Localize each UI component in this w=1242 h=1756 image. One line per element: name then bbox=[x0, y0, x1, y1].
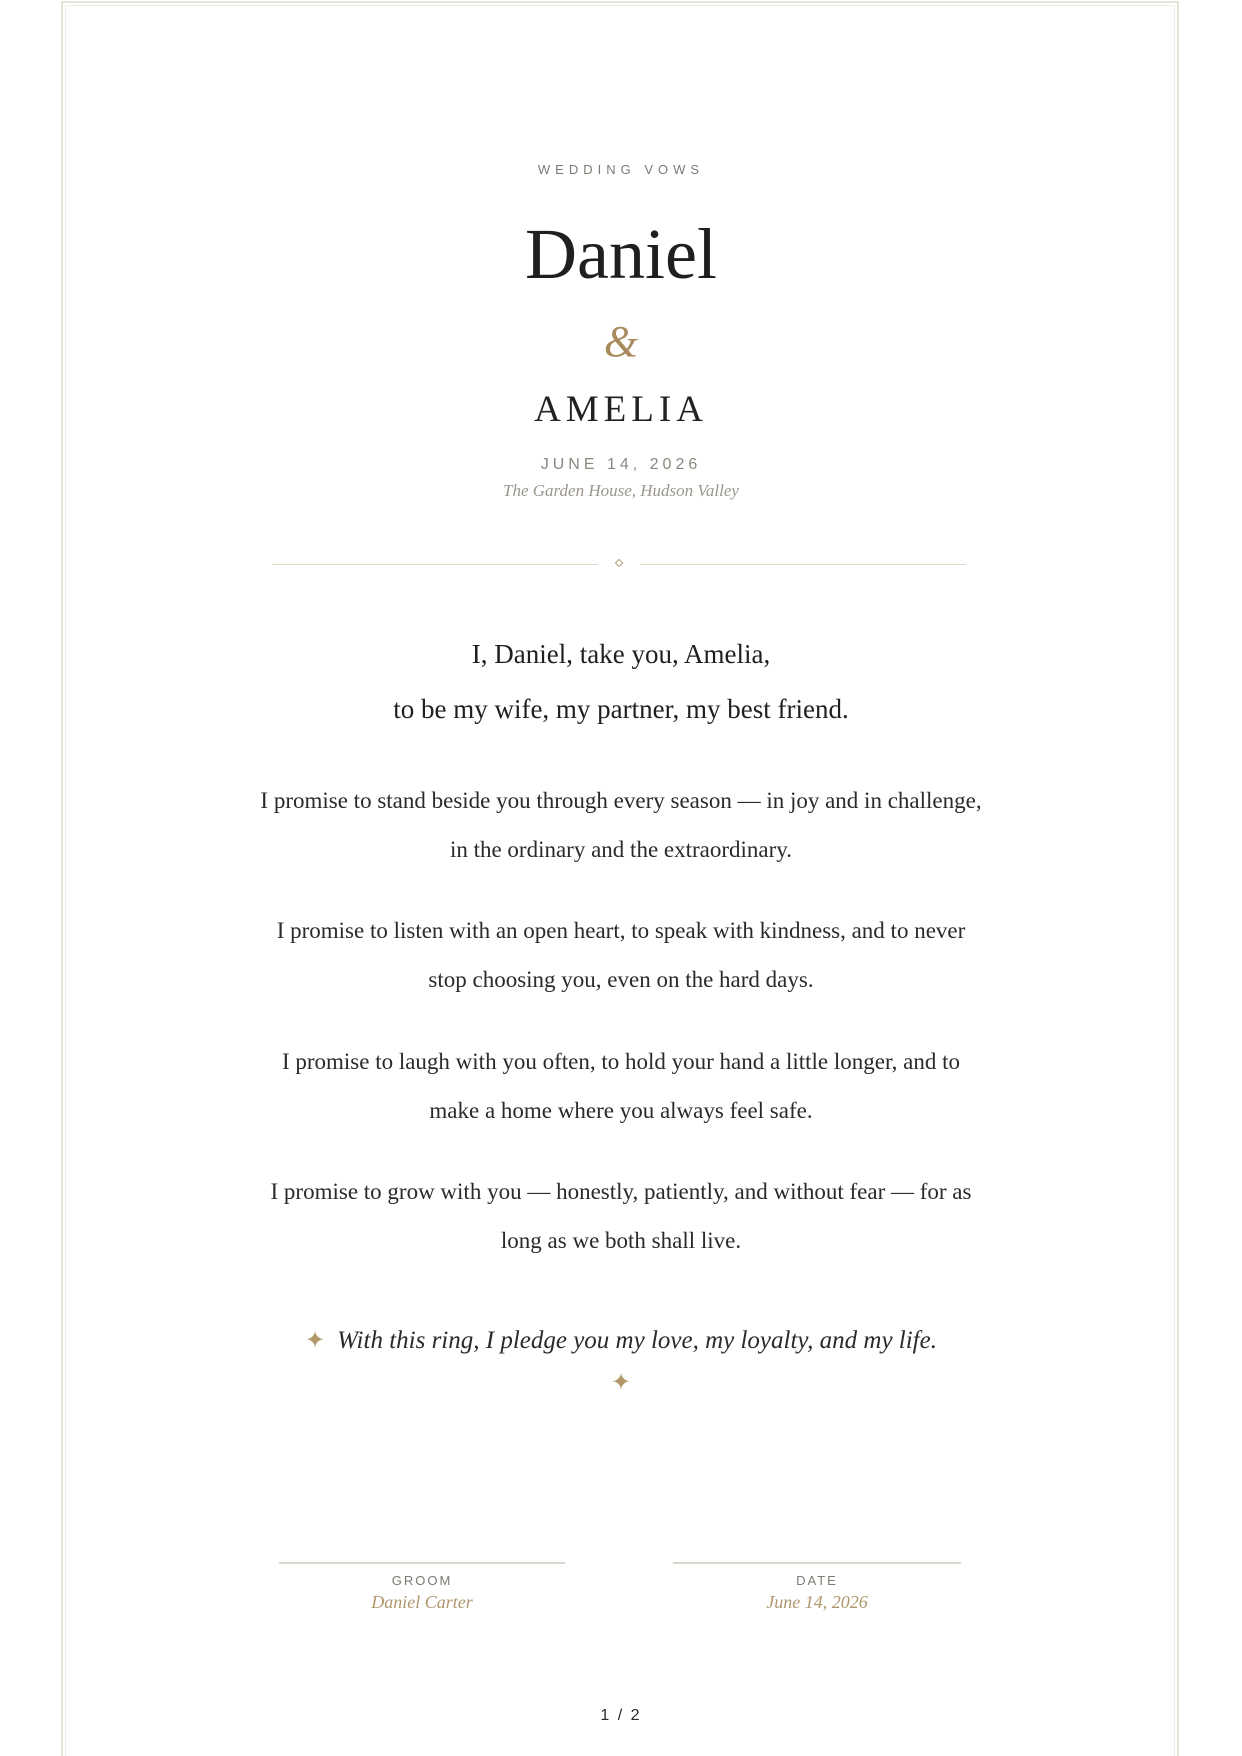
vow-intro-line: to be my wife, my partner, my best friend. bbox=[393, 694, 849, 724]
promise-paragraph: I promise to grow with you — honestly, patiently, and without fear — for as long as we both shall live. bbox=[270, 1179, 972, 1253]
document-eyebrow: WEDDING VOWS bbox=[537, 162, 705, 177]
sparkle-ornament bbox=[0, 1368, 1242, 1397]
date-label: DATE bbox=[796, 1573, 838, 1588]
divider-line-left bbox=[272, 564, 598, 565]
wedding-date: JUNE 14, 2026 bbox=[540, 456, 702, 473]
vow-intro bbox=[221, 627, 1021, 737]
groom-name: Daniel Carter bbox=[371, 1592, 473, 1612]
date-signature-line bbox=[673, 1562, 961, 1564]
promise-paragraph: I promise to laugh with you often, to hold your hand a little longer, and to make a home where you always feel safe. bbox=[281, 1049, 961, 1123]
ring-pledge bbox=[221, 1315, 1021, 1367]
page-number: 1 / 2 bbox=[600, 1707, 642, 1724]
sparkle-icon: ✦ bbox=[610, 1370, 632, 1396]
groom-first-name: Daniel bbox=[525, 214, 717, 294]
ampersand-ornament: & bbox=[603, 317, 639, 366]
wedding-venue: The Garden House, Hudson Valley bbox=[503, 481, 739, 500]
groom-signature-line bbox=[279, 1562, 565, 1564]
bride-first-name: AMELIA bbox=[534, 389, 708, 430]
promise-paragraph: I promise to stand beside you through every season — in joy and in challenge, in the ordinary and the extraordinary. bbox=[260, 788, 982, 862]
groom-label: GROOM bbox=[391, 1573, 453, 1588]
vow-intro-line: I, Daniel, take you, Amelia, bbox=[471, 639, 771, 669]
sparkle-icon: ✦ bbox=[305, 1328, 326, 1354]
promise-paragraph: I promise to listen with an open heart, to speak with kindness, and to never stop choosing you, even on the hard days. bbox=[276, 918, 966, 992]
divider-line-right bbox=[640, 564, 966, 565]
signature-date: June 14, 2026 bbox=[766, 1592, 868, 1612]
ring-pledge-text: With this ring, I pledge you my love, my loyalty, and my life. bbox=[337, 1327, 937, 1354]
